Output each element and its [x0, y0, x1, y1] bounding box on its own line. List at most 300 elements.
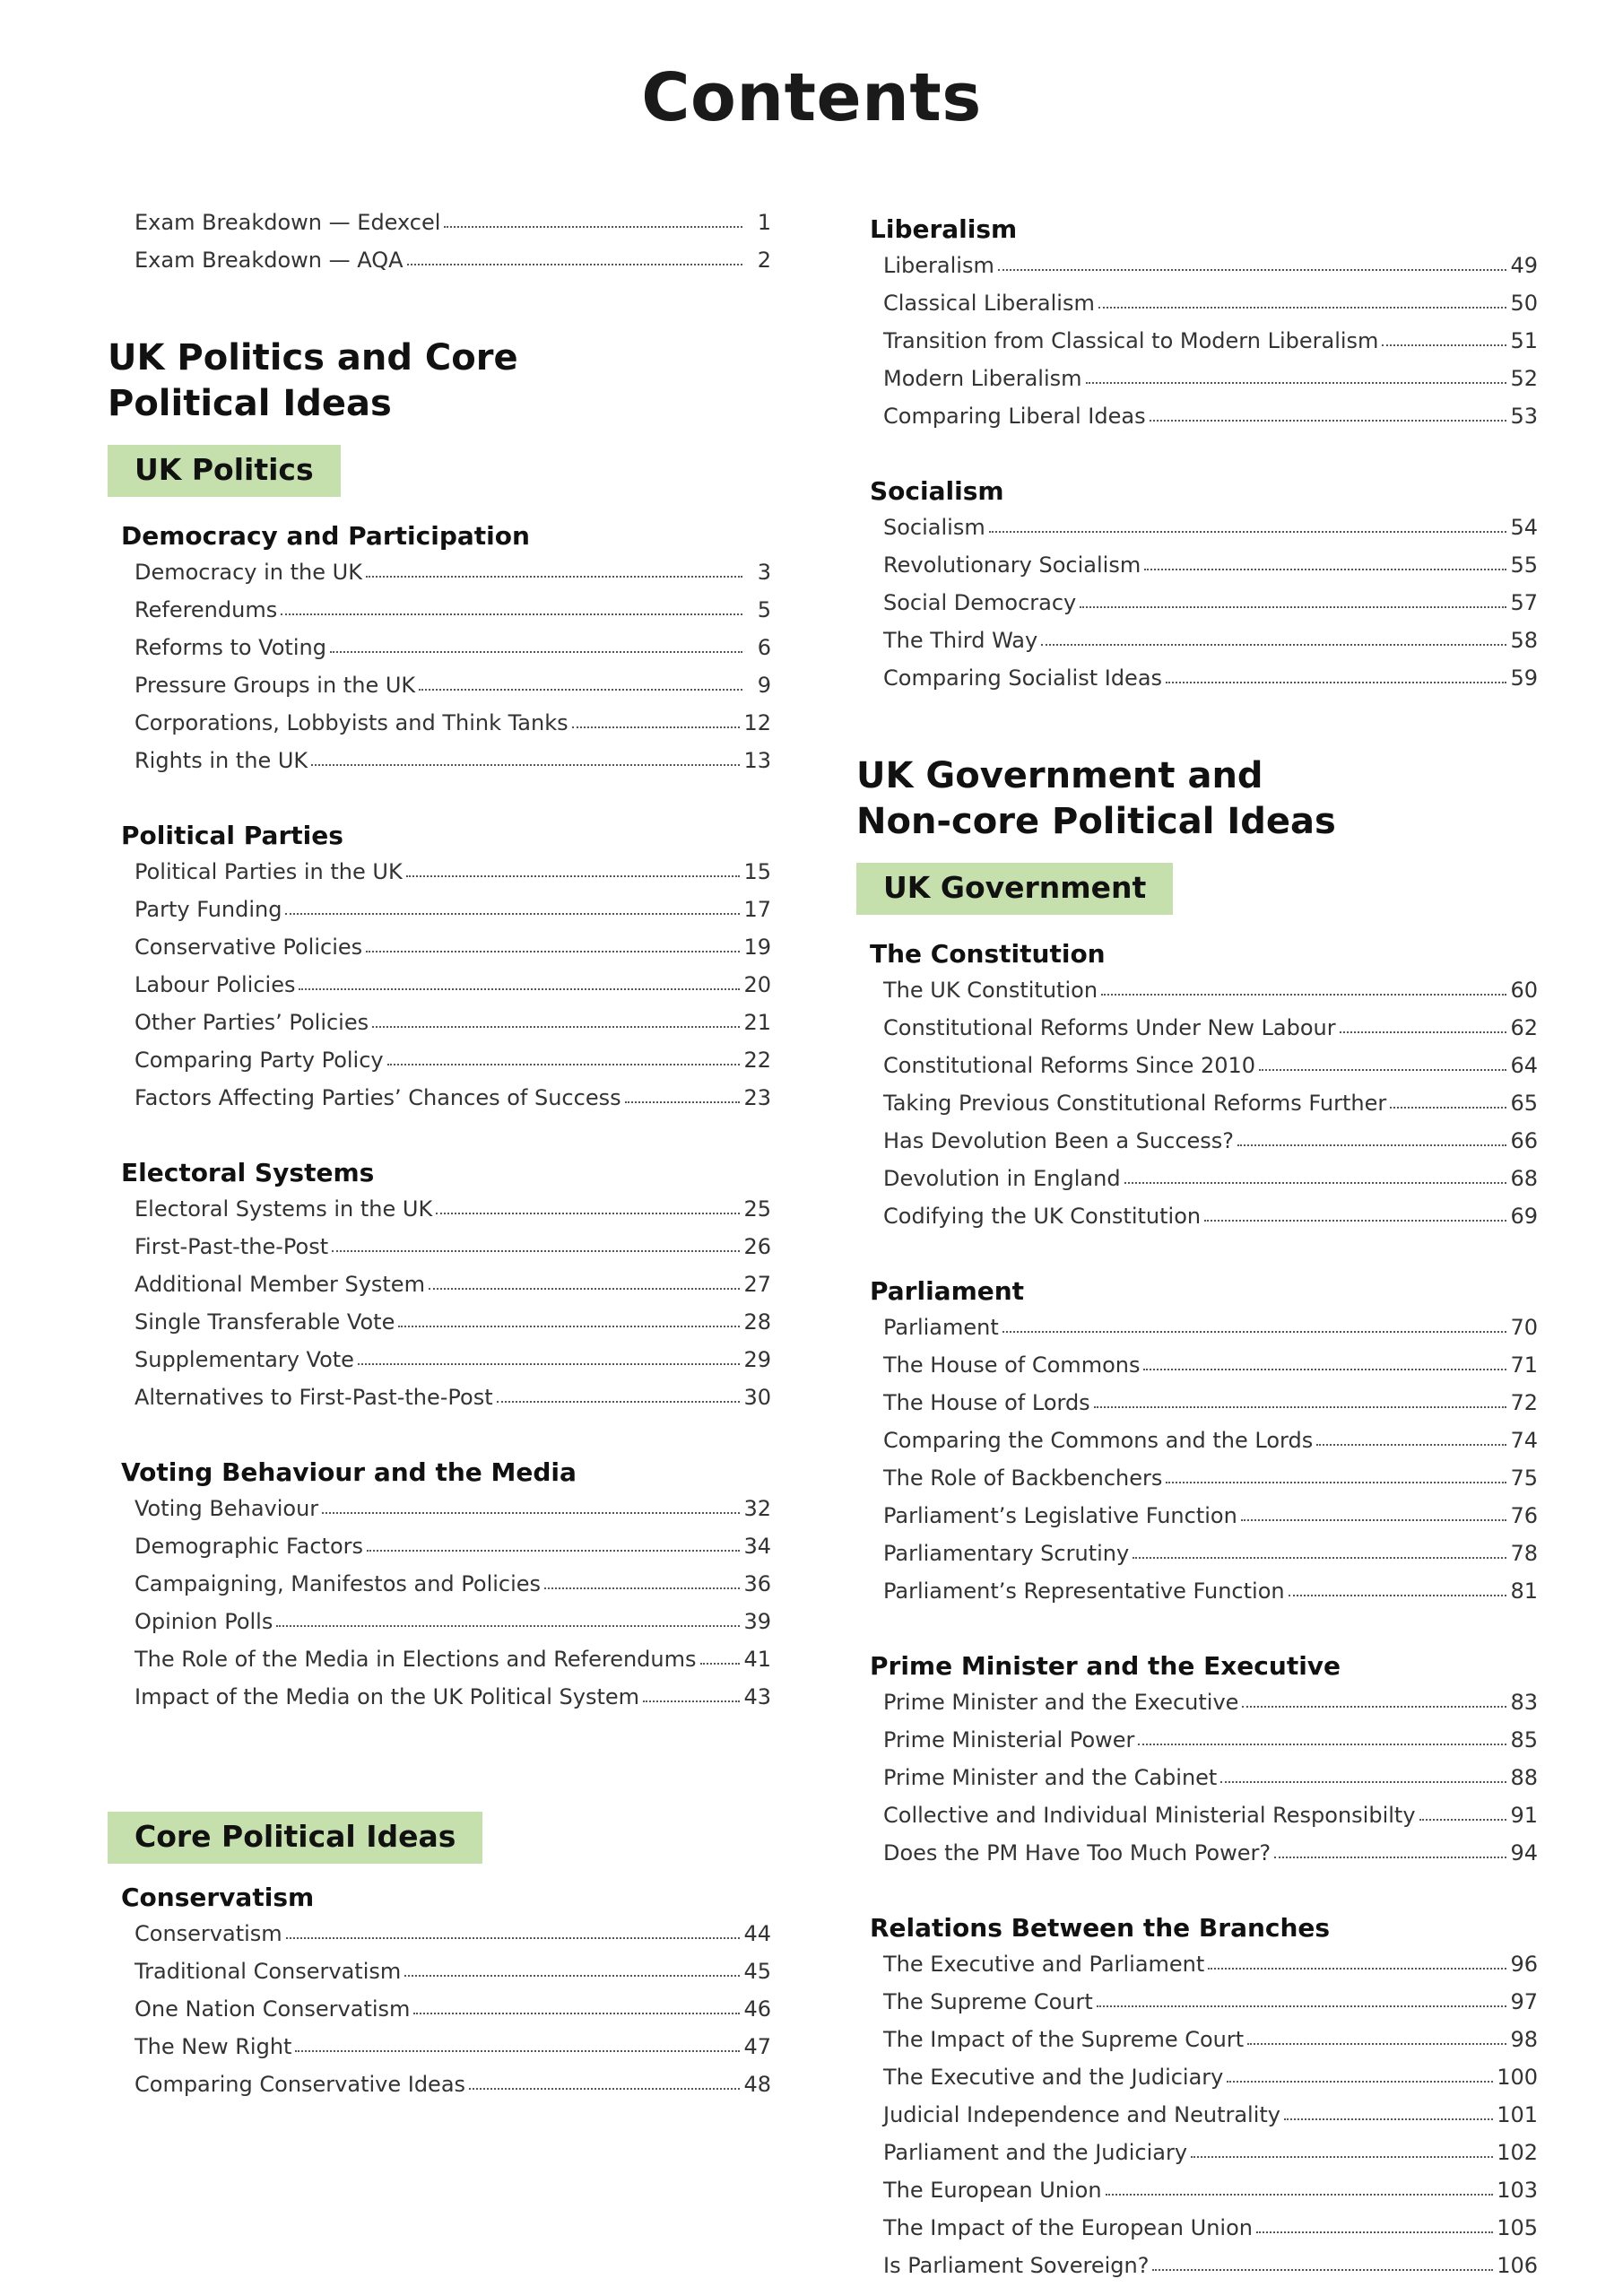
toc-entry[interactable]: [135, 1347, 771, 1385]
toc-entry-title: The UK Constitution: [883, 978, 1098, 1003]
toc-entry[interactable]: [135, 1684, 771, 1722]
toc-entry-title: Single Transferable Vote: [135, 1309, 395, 1335]
toc-entry-page-number: 59: [1510, 665, 1538, 691]
toc-entry-page-number: 44: [743, 1921, 771, 1946]
toc-entry-page-number: 46: [743, 1996, 771, 2022]
toc-entry[interactable]: [135, 1571, 771, 1609]
toc-entry-page-number: 49: [1510, 253, 1538, 278]
toc-entry-page-number: 17: [743, 897, 771, 922]
toc-entry-title: Socialism: [883, 515, 985, 540]
toc-entry[interactable]: [883, 1428, 1538, 1465]
dot-leader: [444, 226, 742, 228]
toc-entry-title: The Impact of the Supreme Court: [883, 2027, 1245, 2052]
dot-leader: [1002, 1331, 1507, 1333]
toc-list: [135, 859, 771, 1123]
toc-entry-page-number: 70: [1510, 1315, 1538, 1340]
right-column: [856, 210, 1538, 2291]
toc-entry-title: Parliament: [883, 1315, 999, 1340]
toc-entry-title: Supplementary Vote: [135, 1347, 354, 1372]
toc-entry-title: Campaigning, Manifestos and Policies: [135, 1571, 542, 1596]
dot-leader: [1204, 1220, 1506, 1222]
toc-entry[interactable]: [135, 1309, 771, 1347]
toc-entry-title: The Supreme Court: [883, 1989, 1093, 2014]
toc-list: [135, 1496, 771, 1722]
toc-entry[interactable]: [883, 1166, 1538, 1204]
toc-entry-page-number: 83: [1510, 1690, 1538, 1715]
toc-entry-title: Is Parliament Sovereign?: [883, 2253, 1150, 2278]
toc-entry[interactable]: [135, 859, 771, 897]
toc-entry[interactable]: [135, 1534, 771, 1571]
toc-entry-title: Democracy in the UK: [135, 560, 362, 585]
dot-leader: [286, 1937, 741, 1939]
dot-leader: [1274, 1857, 1506, 1858]
toc-entry-title: One Nation Conservatism: [135, 1996, 411, 2022]
toc-entry-page-number: 39: [743, 1609, 771, 1634]
toc-entry-title: Factors Affecting Parties’ Chances of Success: [135, 1085, 621, 1110]
toc-entry[interactable]: [883, 1952, 1538, 1989]
dot-leader: [1166, 682, 1506, 683]
subsection-title: Relations Between the Branches: [870, 1913, 1331, 1943]
toc-entry-page-number: 58: [1510, 628, 1538, 653]
toc-entry[interactable]: [135, 673, 771, 710]
toc-entry[interactable]: [883, 1091, 1538, 1128]
toc-entry[interactable]: [883, 253, 1538, 291]
toc-entry-page-number: 48: [743, 2072, 771, 2097]
toc-entry-title: Electoral Systems in the UK: [135, 1196, 433, 1222]
toc-entry-title: Comparing Conservative Ideas: [135, 2072, 466, 2097]
toc-entry-page-number: 96: [1510, 1952, 1538, 1977]
toc-entry[interactable]: [135, 897, 771, 935]
dot-leader: [1041, 644, 1506, 646]
toc-entry-page-number: 64: [1510, 1053, 1538, 1078]
toc-entry[interactable]: [883, 552, 1538, 590]
toc-entry[interactable]: [883, 1690, 1538, 1727]
part-heading-line-2: Political Ideas: [108, 383, 392, 424]
dot-leader: [1382, 344, 1506, 346]
toc-entry[interactable]: [135, 1048, 771, 1085]
dot-leader: [700, 1663, 741, 1665]
subsection-title: Electoral Systems: [121, 1158, 375, 1187]
toc-entry-title: Comparing the Commons and the Lords: [883, 1428, 1314, 1453]
dot-leader: [429, 1288, 741, 1290]
toc-entry[interactable]: [883, 2178, 1538, 2215]
toc-entry-page-number: 91: [1510, 1803, 1538, 1828]
group-constitution: [870, 935, 1538, 1241]
dot-leader: [1086, 382, 1507, 384]
part-heading-line-1: UK Politics and Core: [108, 337, 518, 378]
toc-entry[interactable]: [883, 1503, 1538, 1541]
dot-leader: [1242, 1706, 1506, 1708]
toc-entry-title: Social Democracy: [883, 590, 1077, 615]
toc-entry[interactable]: [135, 597, 771, 635]
toc-entry[interactable]: [883, 1541, 1538, 1578]
dot-leader: [367, 1550, 740, 1552]
toc-entry[interactable]: [883, 2102, 1538, 2140]
toc-entry[interactable]: [135, 2034, 771, 2072]
dot-leader: [544, 1587, 740, 1589]
toc-entry-page-number: 75: [1510, 1465, 1538, 1491]
toc-entry-title: Comparing Party Policy: [135, 1048, 384, 1073]
dot-leader: [387, 1064, 741, 1065]
toc-entry[interactable]: [883, 1015, 1538, 1053]
part-heading: [108, 335, 771, 427]
toc-entry-page-number: 74: [1510, 1428, 1538, 1453]
toc-entry[interactable]: [883, 328, 1538, 366]
toc-entry-title: Impact of the Media on the UK Political System: [135, 1684, 640, 1709]
toc-entry[interactable]: [883, 1315, 1538, 1352]
dot-leader: [1166, 1482, 1506, 1483]
dot-leader: [419, 689, 742, 691]
toc-entry[interactable]: [135, 1647, 771, 1684]
group-socialism: [870, 472, 1538, 703]
toc-entry[interactable]: [135, 1496, 771, 1534]
dot-leader: [1289, 1595, 1507, 1596]
toc-entry[interactable]: [883, 1765, 1538, 1803]
toc-entry[interactable]: [883, 1465, 1538, 1503]
part-uk-politics-core-ideas: [108, 335, 771, 2109]
group-conservatism: [121, 1878, 771, 2109]
toc-entry-title: Has Devolution Been a Success?: [883, 1128, 1235, 1153]
left-column: [108, 210, 771, 2109]
toc-entry-title: Prime Minister and the Executive: [883, 1690, 1239, 1715]
toc-entry-title: The Executive and the Judiciary: [883, 2065, 1224, 2090]
toc-entry[interactable]: [883, 1803, 1538, 1840]
part-heading-line-2: Non-core Political Ideas: [856, 801, 1336, 842]
toc-entry-title: Political Parties in the UK: [135, 859, 403, 884]
dot-leader: [1316, 1444, 1506, 1446]
toc-entry[interactable]: [883, 404, 1538, 441]
toc-entry[interactable]: [883, 291, 1538, 328]
toc-entry-title: Referendums: [135, 597, 278, 622]
dot-leader: [366, 951, 740, 952]
dot-leader: [1208, 1968, 1506, 1970]
toc-entry-page-number: 106: [1497, 2253, 1538, 2278]
toc-entry-page-number: 72: [1510, 1390, 1538, 1415]
toc-entry-title: Taking Previous Constitutional Reforms Further: [883, 1091, 1387, 1116]
toc-entry-page-number: 5: [757, 597, 771, 622]
dot-leader: [1390, 1107, 1506, 1109]
subsection-title: Democracy and Participation: [121, 521, 530, 551]
toc-list: [135, 1196, 771, 1422]
toc-entry-page-number: 102: [1497, 2140, 1538, 2165]
toc-entry-page-number: 26: [743, 1234, 771, 1259]
dot-leader: [1094, 1406, 1507, 1408]
toc-entry-page-number: 94: [1510, 1840, 1538, 1866]
toc-entry-title: Transition from Classical to Modern Liberalism: [883, 328, 1379, 353]
toc-entry-title: The House of Commons: [883, 1352, 1141, 1378]
toc-entry-page-number: 13: [743, 748, 771, 773]
toc-entry[interactable]: [135, 1010, 771, 1048]
toc-list: [135, 1921, 771, 2109]
dot-leader: [372, 1026, 740, 1028]
toc-entry-title: Additional Member System: [135, 1272, 425, 1297]
toc-list: [883, 1952, 1538, 2291]
toc-entry-page-number: 66: [1510, 1128, 1538, 1153]
toc-entry[interactable]: [135, 635, 771, 673]
toc-entry[interactable]: [883, 1578, 1538, 1616]
group-democracy: [121, 517, 771, 786]
toc-entry-title: Devolution in England: [883, 1166, 1121, 1191]
toc-entry[interactable]: [135, 1234, 771, 1272]
toc-entry[interactable]: [883, 1840, 1538, 1878]
dot-leader: [1152, 2269, 1493, 2271]
group-electoral-systems: [121, 1153, 771, 1422]
toc-entry-page-number: 45: [743, 1959, 771, 1984]
toc-entry-title: Traditional Conservatism: [135, 1959, 402, 1984]
toc-entry-title: Rights in the UK: [135, 748, 308, 773]
dot-leader: [998, 269, 1507, 271]
toc-entry-page-number: 101: [1497, 2102, 1538, 2127]
toc-list: [883, 253, 1538, 441]
dot-leader: [406, 875, 741, 877]
toc-entry-page-number: 36: [743, 1571, 771, 1596]
dot-leader: [1080, 606, 1506, 608]
toc-entry-title: Pressure Groups in the UK: [135, 673, 416, 698]
toc-entry[interactable]: [883, 2253, 1538, 2291]
dot-leader: [436, 1213, 740, 1214]
toc-entry-title: Conservatism: [135, 1921, 282, 1946]
toc-entry-page-number: 76: [1510, 1503, 1538, 1528]
toc-entry[interactable]: [135, 1959, 771, 1996]
toc-entry-page-number: 97: [1510, 1989, 1538, 2014]
toc-entry-title: The Impact of the European Union: [883, 2215, 1253, 2240]
dot-leader: [330, 651, 742, 653]
toc-entry[interactable]: [883, 628, 1538, 665]
toc-entry-page-number: 25: [743, 1196, 771, 1222]
toc-list: [883, 1690, 1538, 1878]
toc-entry-title: Labour Policies: [135, 972, 296, 997]
toc-entry[interactable]: [883, 1727, 1538, 1765]
group-relations-between-branches: [870, 1909, 1538, 2291]
group-liberalism: [870, 210, 1538, 441]
toc-list: [883, 1315, 1538, 1616]
part-heading-line-1: UK Government and: [856, 755, 1263, 796]
group-political-parties: [121, 816, 771, 1123]
dot-leader: [299, 988, 740, 990]
dot-leader: [1227, 2081, 1493, 2083]
toc-entry-page-number: 65: [1510, 1091, 1538, 1116]
toc-entry[interactable]: [135, 972, 771, 1010]
toc-entry-page-number: 52: [1510, 366, 1538, 391]
toc-entry-title: Constitutional Reforms Since 2010: [883, 1053, 1256, 1078]
toc-entry-page-number: 6: [757, 635, 771, 660]
dot-leader: [625, 1101, 741, 1103]
toc-entry-title: Classical Liberalism: [883, 291, 1095, 316]
toc-entry-page-number: 3: [757, 560, 771, 585]
dot-leader: [1419, 1819, 1507, 1821]
dot-leader: [1133, 1557, 1506, 1559]
dot-leader: [358, 1363, 741, 1365]
toc-entry-title: The European Union: [883, 2178, 1102, 2203]
toc-entry-title: Other Parties’ Policies: [135, 1010, 369, 1035]
dot-leader: [1143, 1369, 1506, 1370]
toc-entry-page-number: 78: [1510, 1541, 1538, 1566]
toc-entry-title: Reforms to Voting: [135, 635, 326, 660]
toc-entry[interactable]: [135, 1272, 771, 1309]
dot-leader: [295, 2050, 740, 2052]
toc-entry-title: Corporations, Lobbyists and Think Tanks: [135, 710, 568, 735]
toc-entry-page-number: 12: [743, 710, 771, 735]
toc-entry-page-number: 30: [743, 1385, 771, 1410]
toc-entry[interactable]: [883, 1989, 1538, 2027]
toc-entry[interactable]: [883, 2215, 1538, 2253]
dot-leader: [322, 1512, 740, 1514]
page-title: Contents: [641, 59, 982, 136]
toc-entry[interactable]: [135, 1996, 771, 2034]
toc-entry[interactable]: [135, 1085, 771, 1123]
dot-leader: [1150, 420, 1507, 422]
toc-entry-title: Judicial Independence and Neutrality: [883, 2102, 1281, 2127]
dot-leader: [366, 576, 742, 578]
toc-entry-title: Constitutional Reforms Under New Labour: [883, 1015, 1336, 1040]
toc-entry-page-number: 9: [757, 673, 771, 698]
toc-entry-page-number: 57: [1510, 590, 1538, 615]
toc-entry-title: Revolutionary Socialism: [883, 552, 1141, 578]
toc-entry-title: Alternatives to First-Past-the-Post: [135, 1385, 493, 1410]
toc-list: [135, 560, 771, 786]
group-prime-minister: [870, 1647, 1538, 1878]
toc-entry-page-number: 71: [1510, 1352, 1538, 1378]
toc-entry[interactable]: [135, 210, 771, 248]
toc-entry-title: Parliament’s Representative Function: [883, 1578, 1285, 1604]
toc-entry-page-number: 51: [1510, 328, 1538, 353]
toc-entry-title: Parliament’s Legislative Function: [883, 1503, 1237, 1528]
toc-entry-title: Voting Behaviour: [135, 1496, 319, 1521]
toc-entry[interactable]: [883, 366, 1538, 404]
toc-entry-page-number: 2: [757, 248, 771, 273]
dot-leader: [1191, 2156, 1493, 2158]
toc-entry[interactable]: [135, 560, 771, 597]
toc-entry[interactable]: [135, 748, 771, 786]
toc-entry-title: The Role of the Media in Elections and Referendums: [135, 1647, 697, 1672]
toc-entry[interactable]: [135, 1196, 771, 1234]
toc-entry-page-number: 53: [1510, 404, 1538, 429]
toc-entry-title: Does the PM Have Too Much Power?: [883, 1840, 1271, 1866]
toc-entry[interactable]: [883, 2140, 1538, 2178]
toc-entry[interactable]: [135, 1921, 771, 1959]
toc-entry[interactable]: [135, 935, 771, 972]
dot-leader: [1144, 569, 1506, 570]
part-uk-government-non-core-ideas: [856, 753, 1538, 2291]
dot-leader: [1138, 1744, 1506, 1745]
dot-leader: [1106, 2194, 1494, 2196]
toc-entry-page-number: 47: [743, 2034, 771, 2059]
toc-entry-page-number: 98: [1510, 2027, 1538, 2052]
toc-entry-title: Comparing Socialist Ideas: [883, 665, 1163, 691]
toc-entry-title: Collective and Individual Ministerial Responsibilty: [883, 1803, 1416, 1828]
toc-entry-title: Parliament and the Judiciary: [883, 2140, 1188, 2165]
section-badge-uk-politics: UK Politics: [108, 445, 341, 497]
toc-entry[interactable]: [883, 515, 1538, 552]
dot-leader: [1256, 2231, 1493, 2233]
dot-leader: [398, 1326, 740, 1327]
toc-entry[interactable]: [883, 665, 1538, 703]
toc-entry-title: Opinion Polls: [135, 1609, 273, 1634]
toc-entry-title: The Third Way: [883, 628, 1038, 653]
toc-entry-title: First-Past-the-Post: [135, 1234, 329, 1259]
toc-entry-title: The House of Lords: [883, 1390, 1090, 1415]
toc-entry-page-number: 27: [743, 1272, 771, 1297]
subsection-title: Socialism: [870, 476, 1004, 506]
dot-leader: [276, 1625, 740, 1627]
dot-leader: [572, 726, 741, 728]
toc-entry-title: Modern Liberalism: [883, 366, 1082, 391]
toc-entry-title: Party Funding: [135, 897, 282, 922]
subsection-title: Prime Minister and the Executive: [870, 1651, 1341, 1681]
subsection-title: Conservatism: [121, 1883, 315, 1912]
dot-leader: [1097, 2005, 1507, 2007]
dot-leader: [1284, 2118, 1493, 2120]
dot-leader: [332, 1250, 740, 1252]
dot-leader: [285, 913, 740, 915]
dot-leader: [469, 2088, 740, 2090]
toc-entry[interactable]: [883, 1053, 1538, 1091]
section-badge-uk-government: UK Government: [856, 863, 1173, 915]
part-heading: [856, 753, 1538, 845]
toc-entry[interactable]: [883, 590, 1538, 628]
toc-entry-page-number: 29: [743, 1347, 771, 1372]
dot-leader: [413, 2013, 740, 2014]
dot-leader: [497, 1401, 741, 1403]
dot-leader: [404, 1975, 740, 1977]
toc-entry[interactable]: [883, 978, 1538, 1015]
toc-entry-page-number: 85: [1510, 1727, 1538, 1752]
dot-leader: [989, 531, 1507, 533]
subsection-title: Liberalism: [870, 214, 1018, 244]
toc-entry-title: Exam Breakdown — Edexcel: [135, 210, 441, 235]
toc-entry[interactable]: [135, 1609, 771, 1647]
toc-entry[interactable]: [883, 2027, 1538, 2065]
toc-entry[interactable]: [883, 1390, 1538, 1428]
toc-entry[interactable]: [883, 1352, 1538, 1390]
toc-entry-title: Liberalism: [883, 253, 994, 278]
subsection-title: Voting Behaviour and the Media: [121, 1457, 577, 1487]
toc-entry[interactable]: [135, 2072, 771, 2109]
dot-leader: [407, 264, 742, 265]
toc-entry[interactable]: [135, 1385, 771, 1422]
dot-leader: [1220, 1781, 1506, 1783]
toc-entry[interactable]: [883, 2065, 1538, 2102]
group-voting-behaviour: [121, 1453, 771, 1722]
toc-entry-page-number: 41: [743, 1647, 771, 1672]
group-parliament: [870, 1272, 1538, 1616]
toc-entry-title: Comparing Liberal Ideas: [883, 404, 1146, 429]
toc-entry-page-number: 21: [743, 1010, 771, 1035]
toc-entry-title: The Executive and Parliament: [883, 1952, 1205, 1977]
toc-entry-page-number: 15: [743, 859, 771, 884]
toc-entry-page-number: 34: [743, 1534, 771, 1559]
subsection-title: Political Parties: [121, 821, 343, 850]
toc-entry[interactable]: [135, 710, 771, 748]
toc-entry-page-number: 68: [1510, 1166, 1538, 1191]
toc-entry-page-number: 19: [743, 935, 771, 960]
toc-entry-title: The New Right: [135, 2034, 292, 2059]
dot-leader: [281, 613, 742, 615]
toc-entry-page-number: 22: [743, 1048, 771, 1073]
toc-entry-page-number: 60: [1510, 978, 1538, 1003]
toc-entry[interactable]: [135, 248, 771, 285]
toc-entry-page-number: 55: [1510, 552, 1538, 578]
toc-entry-page-number: 23: [743, 1085, 771, 1110]
dot-leader: [643, 1700, 740, 1702]
toc-entry[interactable]: [883, 1128, 1538, 1166]
subsection-title: Parliament: [870, 1276, 1025, 1306]
dot-leader: [1259, 1069, 1506, 1071]
toc-entry[interactable]: [883, 1204, 1538, 1241]
subsection-title: The Constitution: [870, 939, 1106, 969]
dot-leader: [1237, 1144, 1506, 1146]
dot-leader: [1247, 2043, 1506, 2045]
